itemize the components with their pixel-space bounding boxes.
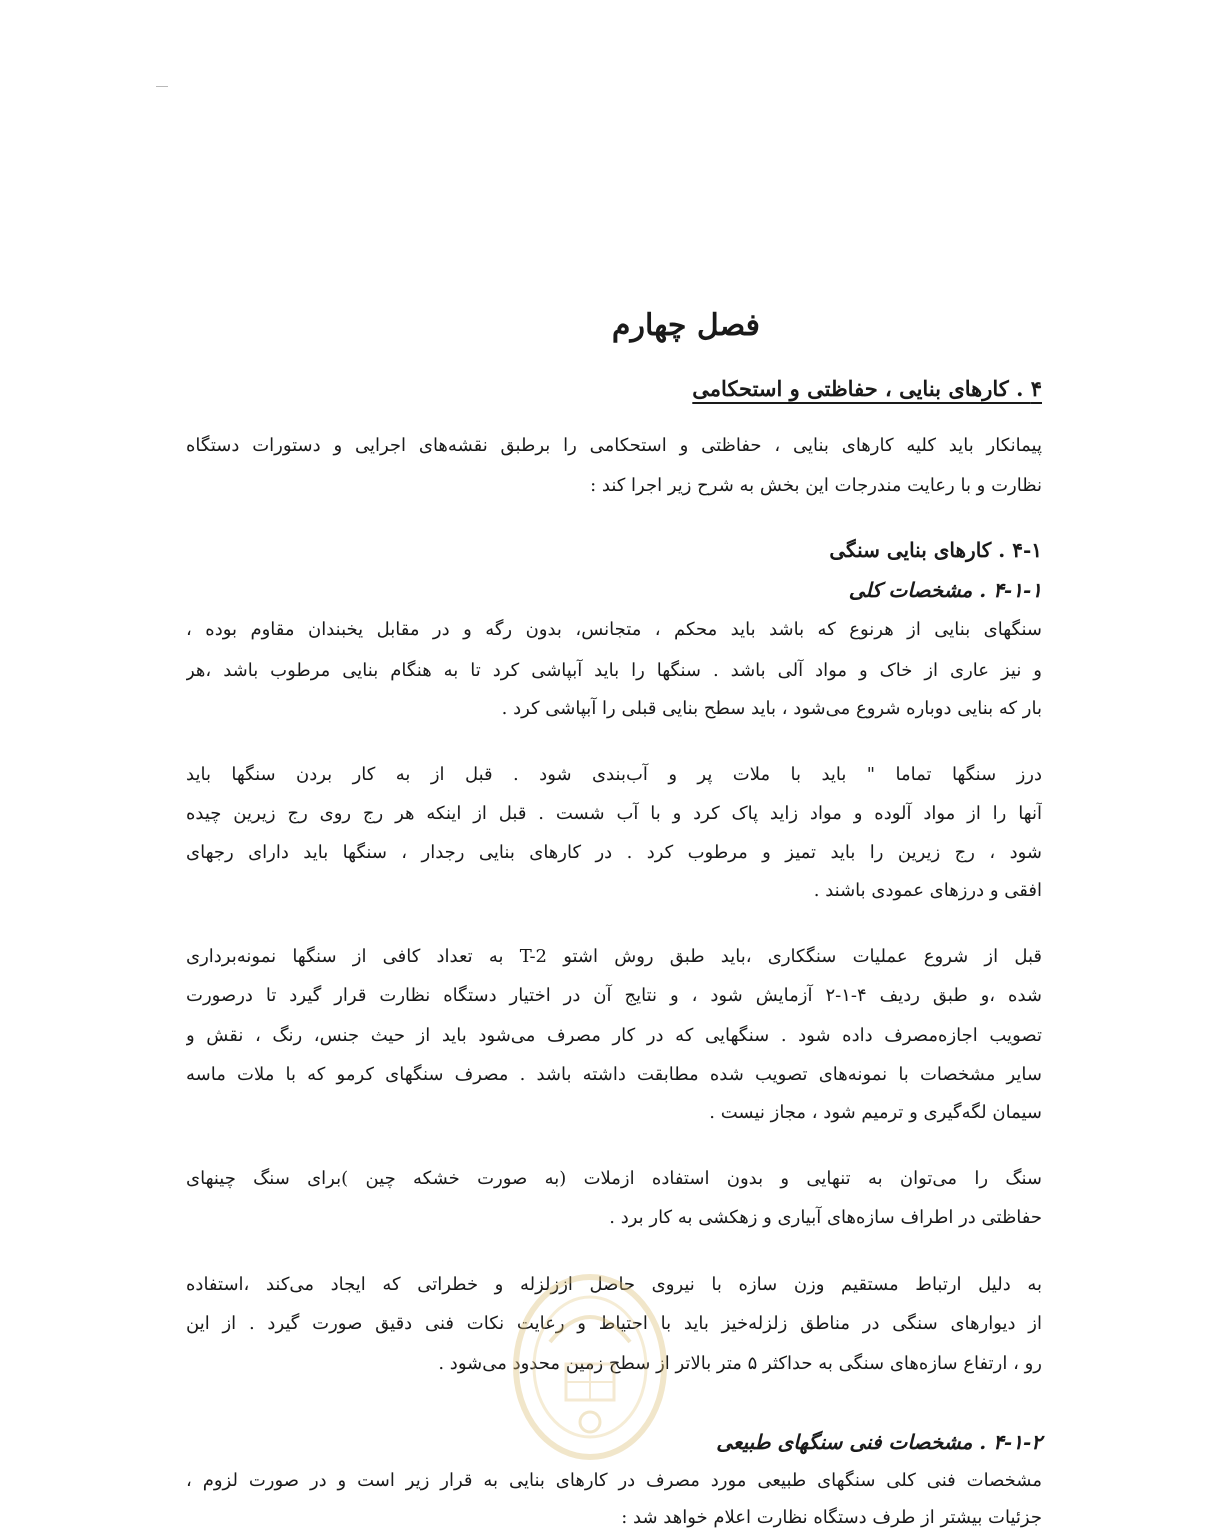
intro-line: نظارت و با رعایت مندرجات این بخش به شرح زیر اجرا کند : (590, 475, 1042, 496)
subsection-heading: ۴-۱-۱ . مشخصات کلی (848, 578, 1042, 602)
subsection-heading: ۴-۱ . کارهای بنایی سنگی (829, 538, 1042, 562)
paragraph-line: بار که بنایی دوباره شروع می‌شود ، باید سطح بنایی قبلی را آبپاشی کرد . (501, 698, 1042, 719)
paragraph-line: قبل از شروع عملیات سنگکاری ،باید طبق روش اشتو T-2 به تعداد کافی از سنگها نمونه‌برداری (186, 946, 1042, 967)
intro-line: پیمانکار باید کلیه کارهای بنایی ، حفاظتی و استحکامی را برطبق نقشه‌های اجرایی و دستورات دستگاه (186, 435, 1042, 456)
paragraph-line: تصویب اجازه‌مصرف داده شود . سنگهایی که در کار مصرف می‌شود باید از حیث جنس، رنگ ، نقش و (186, 1025, 1042, 1046)
watermark-seal-icon (510, 1272, 670, 1462)
paragraph-line: از دیوارهای سنگی در مناطق زلزله‌خیز باید با احتیاط و رعایت نکات فنی دقیق صورت گیرد . از این (186, 1313, 1042, 1334)
paragraph-line: سیمان لگه‌گیری و ترمیم شود ، مجاز نیست . (709, 1102, 1042, 1123)
paragraph-line: مشخصات فنی کلی سنگهای طبیعی مورد مصرف در کارهای بنایی به قرار زیر است و در صورت لزوم ، (186, 1470, 1042, 1491)
paragraph-line: و نیز عاری از خاک و مواد آلی باشد . سنگها را باید آبپاشی کرد تا به هنگام بنایی مرطوب باشد ،هر (186, 660, 1042, 681)
paragraph-line: درز سنگها تماما " باید با ملات پر و آب‌بندی شود . قبل از به کار بردن سنگها باید (186, 764, 1042, 785)
paragraph-line: حفاظتی در اطراف سازه‌های آبیاری و زهکشی به کار برد . (609, 1207, 1042, 1228)
paragraph-line: شود ، رج زیرین را باید تمیز و مرطوب کرد . در کارهای بنایی رجدار ، سنگها باید دارای رجهای (186, 842, 1042, 863)
paragraph-line: سایر مشخصات با نمونه‌های تصویب شده مطابقت داشته باشد . مصرف سنگهای کرمو که با ملات ماسه (186, 1064, 1042, 1085)
paragraph-line: آنها را از مواد آلوده و مواد زاید پاک کرد و با آب شست . قبل از اینکه هر رج روی رج زیرین چیده (186, 803, 1042, 824)
chapter-title: فصل چهارم (611, 308, 760, 343)
section-heading (442, 376, 1042, 401)
paragraph-line: سنگهای بنایی از هرنوع که باشد باید محکم ، متجانس، بدون رگه و در مقابل یخبندان مقاوم بوده ، (186, 619, 1042, 640)
paragraph-line: رو ، ارتفاع سازه‌های سنگی به حداکثر ۵ متر بالاتر از سطح زمین محدود می‌شود . (438, 1353, 1042, 1374)
margin-mark (156, 86, 168, 87)
paragraph-line: سنگ را می‌توان به تنهایی و بدون استفاده ازملات (به صورت خشکه چین )برای سنگ چینهای (186, 1168, 1042, 1189)
paragraph-line: شده ،و طبق ردیف ۴-۱-۲ آزمایش شود ، و نتایج آن در اختیار دستگاه نظارت قرار گیرد تا درصورت (186, 985, 1042, 1006)
section-heading-text: ۴ . کارهای بنایی ، حفاظتی و استحکامی (692, 376, 1042, 401)
subsection-heading: ۴-۱-۲ . مشخصات فنی سنگهای طبیعی (716, 1430, 1042, 1454)
paragraph-line: افقی و درزهای عمودی باشند . (813, 880, 1042, 901)
paragraph-line: به دلیل ارتباط مستقیم وزن سازه با نیروی حاصل اززلزله و خطراتی که ایجاد می‌کند ،استفاده (186, 1274, 1042, 1295)
paragraph-line: جزئیات بیشتر از طرف دستگاه نظارت اعلام خواهد شد : (621, 1507, 1042, 1528)
